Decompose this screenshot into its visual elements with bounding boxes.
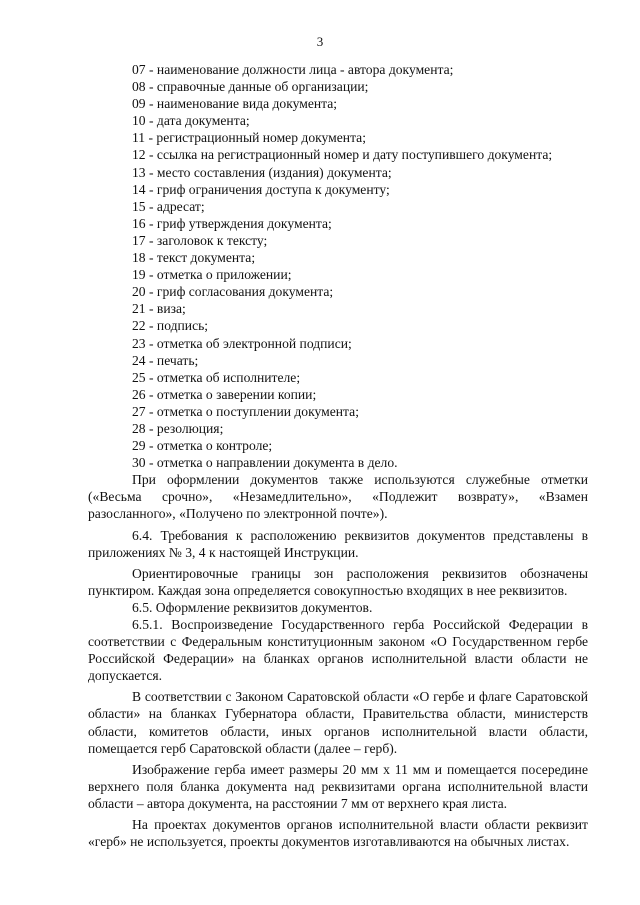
paragraph-coat-of-arms-size: Изображение герба имеет размеры 20 мм х 11 мм и помещается посередине верхнего поля бланка документа над реквизитами органа исполнительной власти области – автора документа, на расстоянии 7 мм от верхнего края листа. <box>88 761 588 811</box>
page-number: 3 <box>316 34 324 49</box>
list-item: 16 - гриф утверждения документа; <box>132 215 332 231</box>
list-item: 15 - адресат; <box>132 198 205 214</box>
paragraph-zone-boundaries: Ориентировочные границы зон расположения реквизитов обозначены пунктиром. Каждая зона определяется совокупностью входящих в нее реквизитов. <box>88 565 588 598</box>
list-item: 30 - отметка о направлении документа в дело. <box>132 455 398 471</box>
list-item: 21 - виза; <box>132 301 186 317</box>
list-item: 08 - справочные данные об организации; <box>132 79 369 95</box>
list-item: 12 - ссылка на регистрационный номер и дату поступившего документа; <box>132 147 553 163</box>
list-item: 18 - текст документа; <box>132 250 256 266</box>
list-item: 28 - резолюция; <box>132 420 224 436</box>
paragraph-saratov-coat-of-arms: В соответствии с Законом Саратовской области «О гербе и флаге Саратовской области» на бланках Губернатора области, Правительства области, министерств области, комитетов области, иных органов исполнительной власти области, помещается герб Саратовской области (далее – герб). <box>88 689 588 756</box>
list-item: 27 - отметка о поступлении документа; <box>132 403 359 419</box>
list-item: 11 - регистрационный номер документа; <box>132 130 366 146</box>
list-item: 20 - гриф согласования документа; <box>132 284 334 300</box>
list-item: 25 - отметка об исполнителе; <box>132 369 301 385</box>
list-item: 10 - дата документа; <box>132 113 250 129</box>
list-item: 19 - отметка о приложении; <box>132 267 292 283</box>
list-item: 17 - заголовок к тексту; <box>132 232 268 248</box>
list-item: 14 - гриф ограничения доступа к документу; <box>132 181 390 197</box>
paragraph-service-marks: При оформлении документов также используются служебные отметки («Весьма срочно», «Незамедлительно», «Подлежит возврату», «Взамен разосланного», «Получено по электронной почте»). <box>88 472 588 522</box>
list-item: 07 - наименование должности лица - автора документа; <box>132 62 454 77</box>
list-item: 29 - отметка о контроле; <box>132 438 273 454</box>
paragraph-section-6-5: 6.5. Оформление реквизитов документов. <box>132 599 373 615</box>
list-item: 23 - отметка об электронной подписи; <box>132 335 352 351</box>
list-item: 13 - место составления (издания) документа; <box>132 164 392 180</box>
list-item: 24 - печать; <box>132 352 199 368</box>
document-body <box>88 61 588 850</box>
requisites-list <box>88 61 588 471</box>
list-item: 26 - отметка о заверении копии; <box>132 386 317 402</box>
list-item: 22 - подпись; <box>132 318 209 334</box>
list-item: 09 - наименование вида документа; <box>132 96 338 112</box>
paragraph-section-6-4: 6.4. Требования к расположению реквизитов документов представлены в приложениях № 3, 4 к настоящей Инструкции. <box>88 527 588 560</box>
paragraph-section-6-5-1: 6.5.1. Воспроизведение Государственного герба Российской Федерации в соответствии с Федеральным конституционным законом «О Государственном гербе Российской Федерации» на бланках органов исполнительной власти области не допускается. <box>88 617 588 684</box>
paragraph-draft-documents: На проектах документов органов исполнительной власти области реквизит «герб» не используется, проекты документов изготавливаются на обычных листах. <box>88 817 588 850</box>
